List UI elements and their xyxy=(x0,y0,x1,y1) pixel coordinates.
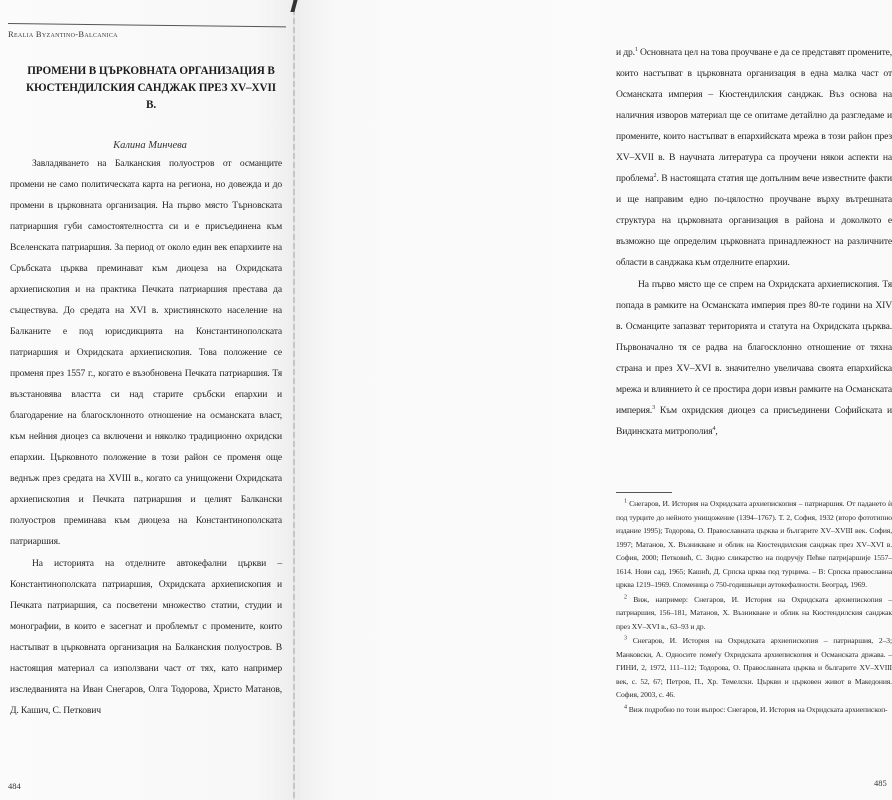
footnote-ref[interactable]: 4 xyxy=(712,425,716,432)
right-body-text xyxy=(616,42,892,442)
text-run: Към охридския диоцез са присъединени Софийската и Видинската митрополия xyxy=(616,405,892,437)
text-run: , xyxy=(715,426,718,437)
paragraph xyxy=(616,42,892,273)
footnote xyxy=(616,703,892,717)
footnote-text: Виж подробно по този въпрос: Снегаров, И. История на Охридската архиепископ- xyxy=(628,704,888,714)
left-body-text xyxy=(10,153,282,721)
paragraph xyxy=(616,274,892,442)
paragraph: Завладяването на Балканския полуостров от османците промени не само политическата карта на региона, но довежда и до промени в църковната организация. На първо място Търновската патриаршия губи самостоятелността си и е присъединена към Вселенската патриаршия. За период от около един век епархиите на Сръбската църква преминават към диоцеза на Охридската архиепископия и на практика Печката патриаршия престава да съществува. До средата на XVI в. християнското население на Балканите е под юрисдикцията на Константинополската патриаршия и Охридската архиепископия. Това положение се променя през 1557 г., когато е възобновена Печката патриаршия. Тя възстановява властта си над старите сръбски епархии и благодарение на благосклонното отношение на османската власт, към нейния диоцез са включени и няколко традиционно охридски епархии. Църковното положение в този район се променя още веднъж през средата на XVIII в., когато са унищожени Охридската архиепископия и Печката патриаршия и целият Балкански полуостров преминава към диоцеза на Константинополската патриаршия. xyxy=(10,158,282,547)
title-line-2: КЮСТЕНДИЛСКИЯ САНДЖАК ПРЕЗ XV–XVII В. xyxy=(25,82,277,111)
footnote xyxy=(616,634,892,702)
right-page xyxy=(300,0,892,800)
footnote-ref[interactable]: 2 xyxy=(653,172,657,179)
footnote-rule xyxy=(616,492,672,493)
footnote-ref[interactable]: 1 xyxy=(634,46,638,53)
text-run: . В настоящата статия ще допълним вече известните факти и ще направим едно по-цялостно проучване върху вътрешната структура на църковната организация в района и доколкото е възможно ще определим църковната принадлежност на различните области в санджака към отделните епархии. xyxy=(616,173,892,268)
title-line-1: ПРОМЕНИ В ЦЪРКОВНАТА ОРГАНИЗАЦИЯ В xyxy=(27,65,275,77)
footnote-number: 4 xyxy=(624,703,627,710)
footnote-number: 1 xyxy=(624,498,627,505)
footnote-number: 2 xyxy=(624,593,627,600)
article-title xyxy=(20,63,282,114)
footnote-number: 3 xyxy=(624,635,627,642)
footnote xyxy=(616,497,892,592)
book-gutter xyxy=(293,0,295,800)
text-run: и др. xyxy=(616,47,635,58)
header-rule xyxy=(8,23,286,27)
text-run: Основната цел на това проучване е да се представят промените, които настъпват в църковната организация в една малка част от Османската империя – Кюстендилския санджак. Въз основа на наличния изворов материал ще се опитаме детайлно да разгледаме и промените, които настъпват в епархийската мрежа в този район през XV–XVII в. В научната литература са проучени някои аспекти на проблема xyxy=(616,47,892,184)
footnotes xyxy=(616,497,892,717)
left-page xyxy=(0,0,300,800)
footnote-text: Снегаров, И. История на Охридската архиепископия – патриаршия. От падането ѝ под турците до нейното унищожение (1394–1767). Т. 2, София, 1932 (второ фототипно издание 1995); Тодорова, О. Православната църква и българите XV–XVIII век. София, 1997; Матанов, Х. Възникване и облик на Кюстендилския санджак през XV–XVI в. София, 2000; Петковић, С. Зидно сликарство на подручју Пећке патријаршије 1557–1614. Нови сад, 1965; Кашић, Д. Српска црква под турцима. – В: Српска православна црква 1219–1969. Споменица о 750-годишњици аутокефалности. Београд, 1969. xyxy=(616,499,892,589)
footnote-ref[interactable]: 3 xyxy=(652,404,655,411)
footnote-text: Снегаров, И. История на Охридската архиепископия – патриаршия, 2–3; Манковски, А. Односите помеѓу Охридската архиепископия и Османската држава. – ГИНИ, 2, 1972, 111–112; Тодорова, О. Православната църква и българите XV–XVIII век, с. 52, 67; Петров, П., Хр. Темелски. Църкви и църковен живот в Македония. София, 2003, с. 46. xyxy=(616,636,892,699)
page-number: 485 xyxy=(874,778,887,788)
footnote-text: Виж, например: Снегаров, И. История на Охридската архиепископия – патриаршия, 156–181, Матанов, Х. Възникване и облик на Кюстендилския санджак през XV–XVI в., 63–93 и др. xyxy=(616,594,892,631)
text-run: На първо място ще се спрем на Охридската архиепископия. Тя попада в рамките на Османската империя през 80-те години на XIV в. Османците запазват територията и статута на Охридската църква. Първоначално тя се радва на благосклонно отношение от тяхна страна и през XV–XVI в. значително увеличава своята епархийска мрежа и влиянието ѝ се простира дори извън рамките на Османската империя. xyxy=(616,279,892,416)
author-name: Калина Минчева xyxy=(113,140,187,151)
page-number: 484 xyxy=(8,781,21,791)
footnote xyxy=(616,593,892,634)
running-head: Realia Byzantino-Balcanica xyxy=(8,29,118,39)
paragraph: На историята на отделните автокефални църкви – Константинополската патриаршия, Охридската архиепископия и Печката патриаршия, са посветени множество статии, студии и монографии, в които е засегнат и проблемът с промените, които настъпват в църковната организация на Балканския полуостров. В настоящия материал са използвани част от тях, като например изследванията на Иван Снегаров, Олга Тодорова, Христо Матанов, Д. Кашич, С. Петкович xyxy=(10,558,282,716)
